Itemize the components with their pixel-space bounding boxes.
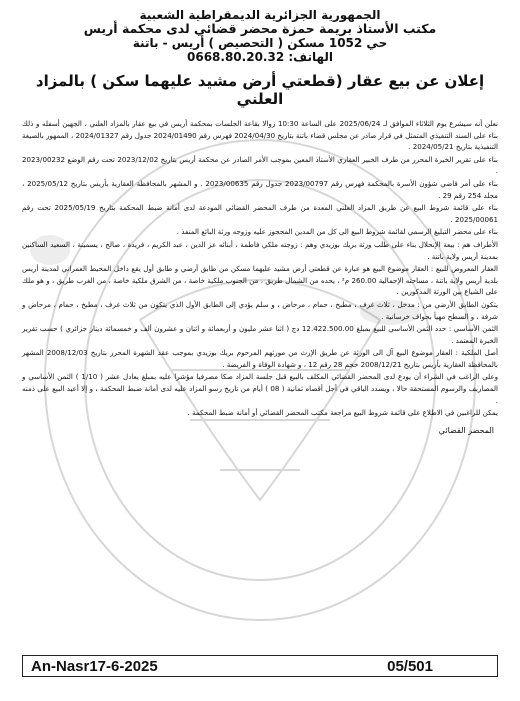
phone-line: الهاتف: 0668.80.20.32 bbox=[187, 50, 333, 64]
publication-footer bbox=[22, 655, 498, 677]
paragraph: بناء على قائمة شروط البيع عن طريق المزاد العلني المعدة من طرف المحضر القضائي المودعة لدى أمانة ضبط المحكمة بتاريخ 2025/05/19 تحت رقم 2025/00061 . bbox=[22, 203, 498, 224]
republic-line: الجمهورية الجزائرية الديمقراطية الشعبية bbox=[139, 8, 381, 22]
paragraph: الثمن الأساسي : حدد الثمن الأساسي للبيع بمبلغ 12.422.500.00 دج ( اثنا عشر مليون و أربعمائة و اثنان و عشرون ألف و خمسمائة دينار جزائري ) حسب تقرير الخبرة المعتمد . bbox=[22, 324, 498, 345]
paragraph: الأطراف هم : بيعة الإنحلال بناء على طلب ورثة بريك بوزيدي وهم : زوجته ملكي فاطمة ، أبنائه عز الدين ، عبد الكريم ، فريدة ، صالح ، يسمينة ، السعيد الساكنين بمدينة أريس ولاية باتنة . bbox=[22, 239, 498, 261]
paragraph: وعلى الراغب في الشراء أن يودع لدى المحضر القضائي المكلف بالبيع قبل جلسة المزاد صكا مصرفيا مؤشرا عليه بمبلغ يعادل عشر ( 1/10 ) الثمن الأساسي و المصاريف والرسوم المستحقة حالا ، ويسدد الباقي في أجل أقصاه ثمانية ( 08 ) أيام من تاريخ رسو المزاد عليه لدى أمانة ضبط المحكمة ، و إلا أعيد البيع على ذمته . bbox=[22, 372, 499, 405]
notice-body bbox=[22, 118, 498, 436]
paragraph: يتكون الطابق الأرضي من : مدخل ، ثلاث غرف ، مطبخ ، حمام ، مرحاض ، و سلم يؤدي إلى الطابق الأول الذي يتكون من ثلاث غرف ، مطبخ ، حمام ، مرحاض و شرفة ، و السطح مهيأ بحواف خرسانية . bbox=[22, 299, 498, 321]
paragraph: أصل الملكية : العقار موضوع البيع آل الى الورثة عن طريق الإرث من مورثهم المرحوم بريك بوزيدي بموجب عقد الشهرة المحرر بتاريخ 2008/12/03 المشهر بالمحافظة العقارية بأريس بتاريخ 2008/12/21 حجم 28 رقم 12 ، و شهادة الوفاة و الفريضة . bbox=[22, 348, 498, 369]
notice-title: إعلان عن بيع عقار (قطعتي أرض مشيد عليهما سكن ) بالمزاد العلني bbox=[35, 72, 485, 108]
address-line: حي 1052 مسكن ( التحصيص ) أريس - باتنة bbox=[132, 36, 388, 50]
newspaper-date: An-Nasr17-6-2025 bbox=[31, 657, 158, 675]
letterhead bbox=[22, 8, 498, 64]
paragraph: يمكن للراغبين في الاطلاع على قائمة شروط البيع مراجعة مكتب المحضر القضائي أو أمانة ضبط المحكمة . bbox=[187, 408, 498, 418]
office-line: مكتب الأستاذ بريمة حمزة محضر قضائي لدى محكمة أريس bbox=[83, 21, 437, 36]
paragraph: بناء على محضر التبليغ الرسمي لقائمة شروط البيع الى كل من المدين المحجوز عليه وزوجه ورثة البائع المنفذ . bbox=[176, 227, 498, 237]
signature: المحضر القضائي bbox=[438, 425, 494, 435]
reference-number: 05/501 bbox=[387, 657, 433, 675]
paragraph: بناء على تقرير الخبرة المحرر من طرف الخبير العقاري الأستاذ المعين بموجب الأمر الصادر عن محكمة أريس بتاريخ 2023/12/02 تحت رقم الوضع 2023/00232 . bbox=[22, 154, 498, 176]
paragraph: نعلن أنه سيشرع يوم الثلاثاء الموافق لـ 2025/06/24 على الساعة 10:30 زوالا بقاعة الجلسات بمحكمة أريس في بيع عقار بالمزاد العلني ، الجهين أسفله و ذلك بناء على السند التنفيذي المتمثل في قرار صادر عن مجلس قضاء باتنة بتاريخ 2024/04/30 فهرس رقم 2024/01490 جدول رقم 2024/01327 ، الممهور بالصيغة التنفيذية بتاريخ 2024/05/21 . bbox=[22, 119, 498, 152]
paragraph: بناء على أمر قاضي شؤون الأسرة بالمحكمة فهرس رقم 2023/00797 جدول رقم 2023/00635 . و المشهر بالمحافظة العقارية بأريس بتاريخ 2025/05/12 ، مجلد 254 رقم 29 . bbox=[22, 178, 499, 200]
notice-page bbox=[22, 8, 498, 696]
paragraph: العقار المعروض للبيع : العقار موضوع البيع هو عبارة عن قطعتي أرض مشيد عليهما مسكن من طابق أرضي و طابق أول يقع داخل المحيط العمراني لمدينة أريس بلدية أريس ولاية باتنة ، مساحته الإجمالية 260.00 م² ، يحده من الشمال طريق ، من الجنوب ملكية خاصة ، من الشرق ملكية خاصة ، من الغرب طريق ، و هو ملك على الشياع بين الورثة المذكورين . bbox=[22, 264, 498, 297]
